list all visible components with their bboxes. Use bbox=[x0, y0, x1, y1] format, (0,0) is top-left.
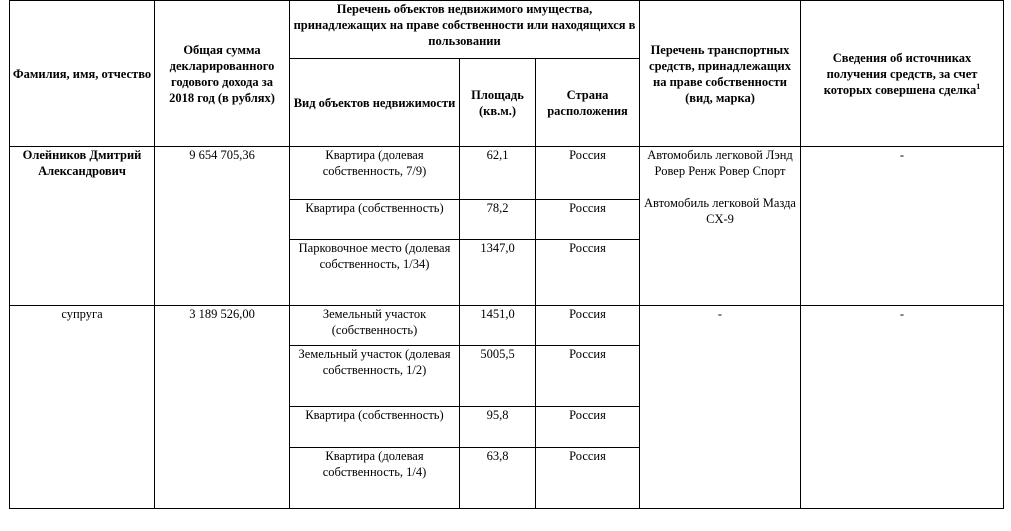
header-sources-text: Сведения об источниках получения средств, за счет которых совершена сделка bbox=[823, 50, 978, 97]
declaration-table-wrapper bbox=[9, 0, 1003, 509]
header-sources bbox=[801, 1, 1004, 147]
property-country: Россия bbox=[536, 240, 640, 306]
declaration-table bbox=[9, 0, 1004, 509]
vehicle-item: Автомобиль легковой Лэнд Ровер Ренж Ровер Спорт bbox=[647, 148, 793, 178]
header-property-type: Вид объектов недвижимости bbox=[290, 59, 460, 147]
property-type: Земельный участок (собственность) bbox=[290, 306, 460, 346]
property-country: Россия bbox=[536, 346, 640, 407]
header-area: Площадь (кв.м.) bbox=[460, 59, 536, 147]
property-type: Парковочное место (долевая собственность, 1/34) bbox=[290, 240, 460, 306]
property-country: Россия bbox=[536, 147, 640, 200]
header-vehicles: Перечень транспортных средств, принадлежащих на праве собственности (вид, марка) bbox=[640, 1, 801, 147]
vehicle-item: Автомобиль легковой Мазда CX-9 bbox=[644, 196, 796, 226]
property-area: 95,8 bbox=[460, 407, 536, 448]
property-type: Земельный участок (долевая собственность, 1/2) bbox=[290, 346, 460, 407]
property-area: 63,8 bbox=[460, 448, 536, 509]
property-area: 78,2 bbox=[460, 200, 536, 240]
property-country: Россия bbox=[536, 407, 640, 448]
property-area: 62,1 bbox=[460, 147, 536, 200]
vehicle-spacer bbox=[642, 179, 798, 195]
person-income: 9 654 705,36 bbox=[155, 147, 290, 306]
property-country: Россия bbox=[536, 448, 640, 509]
header-sources-footnote: 1 bbox=[976, 81, 981, 91]
property-type: Квартира (собственность) bbox=[290, 200, 460, 240]
person-name: Олейников Дмитрий Александрович bbox=[10, 147, 155, 306]
sources-cell: - bbox=[801, 306, 1004, 509]
header-country: Страна расположения bbox=[536, 59, 640, 147]
property-country: Россия bbox=[536, 200, 640, 240]
header-property-group: Перечень объектов недвижимого имущества, принадлежащих на праве собственности или находящихся в пользовании bbox=[290, 1, 640, 59]
header-name: Фамилия, имя, отчество bbox=[10, 1, 155, 147]
property-type: Квартира (собственность) bbox=[290, 407, 460, 448]
property-type: Квартира (долевая собственность, 7/9) bbox=[290, 147, 460, 200]
property-area: 1347,0 bbox=[460, 240, 536, 306]
property-area: 5005,5 bbox=[460, 346, 536, 407]
property-type: Квартира (долевая собственность, 1/4) bbox=[290, 448, 460, 509]
person-name: супруга bbox=[10, 306, 155, 509]
vehicles-cell bbox=[640, 147, 801, 306]
sources-cell: - bbox=[801, 147, 1004, 306]
header-income: Общая сумма декларированного годового дохода за 2018 год (в рублях) bbox=[155, 1, 290, 147]
table-row bbox=[10, 147, 1004, 200]
property-country: Россия bbox=[536, 306, 640, 346]
property-area: 1451,0 bbox=[460, 306, 536, 346]
table-row bbox=[10, 306, 1004, 346]
vehicles-cell: - bbox=[640, 306, 801, 509]
person-income: 3 189 526,00 bbox=[155, 306, 290, 509]
